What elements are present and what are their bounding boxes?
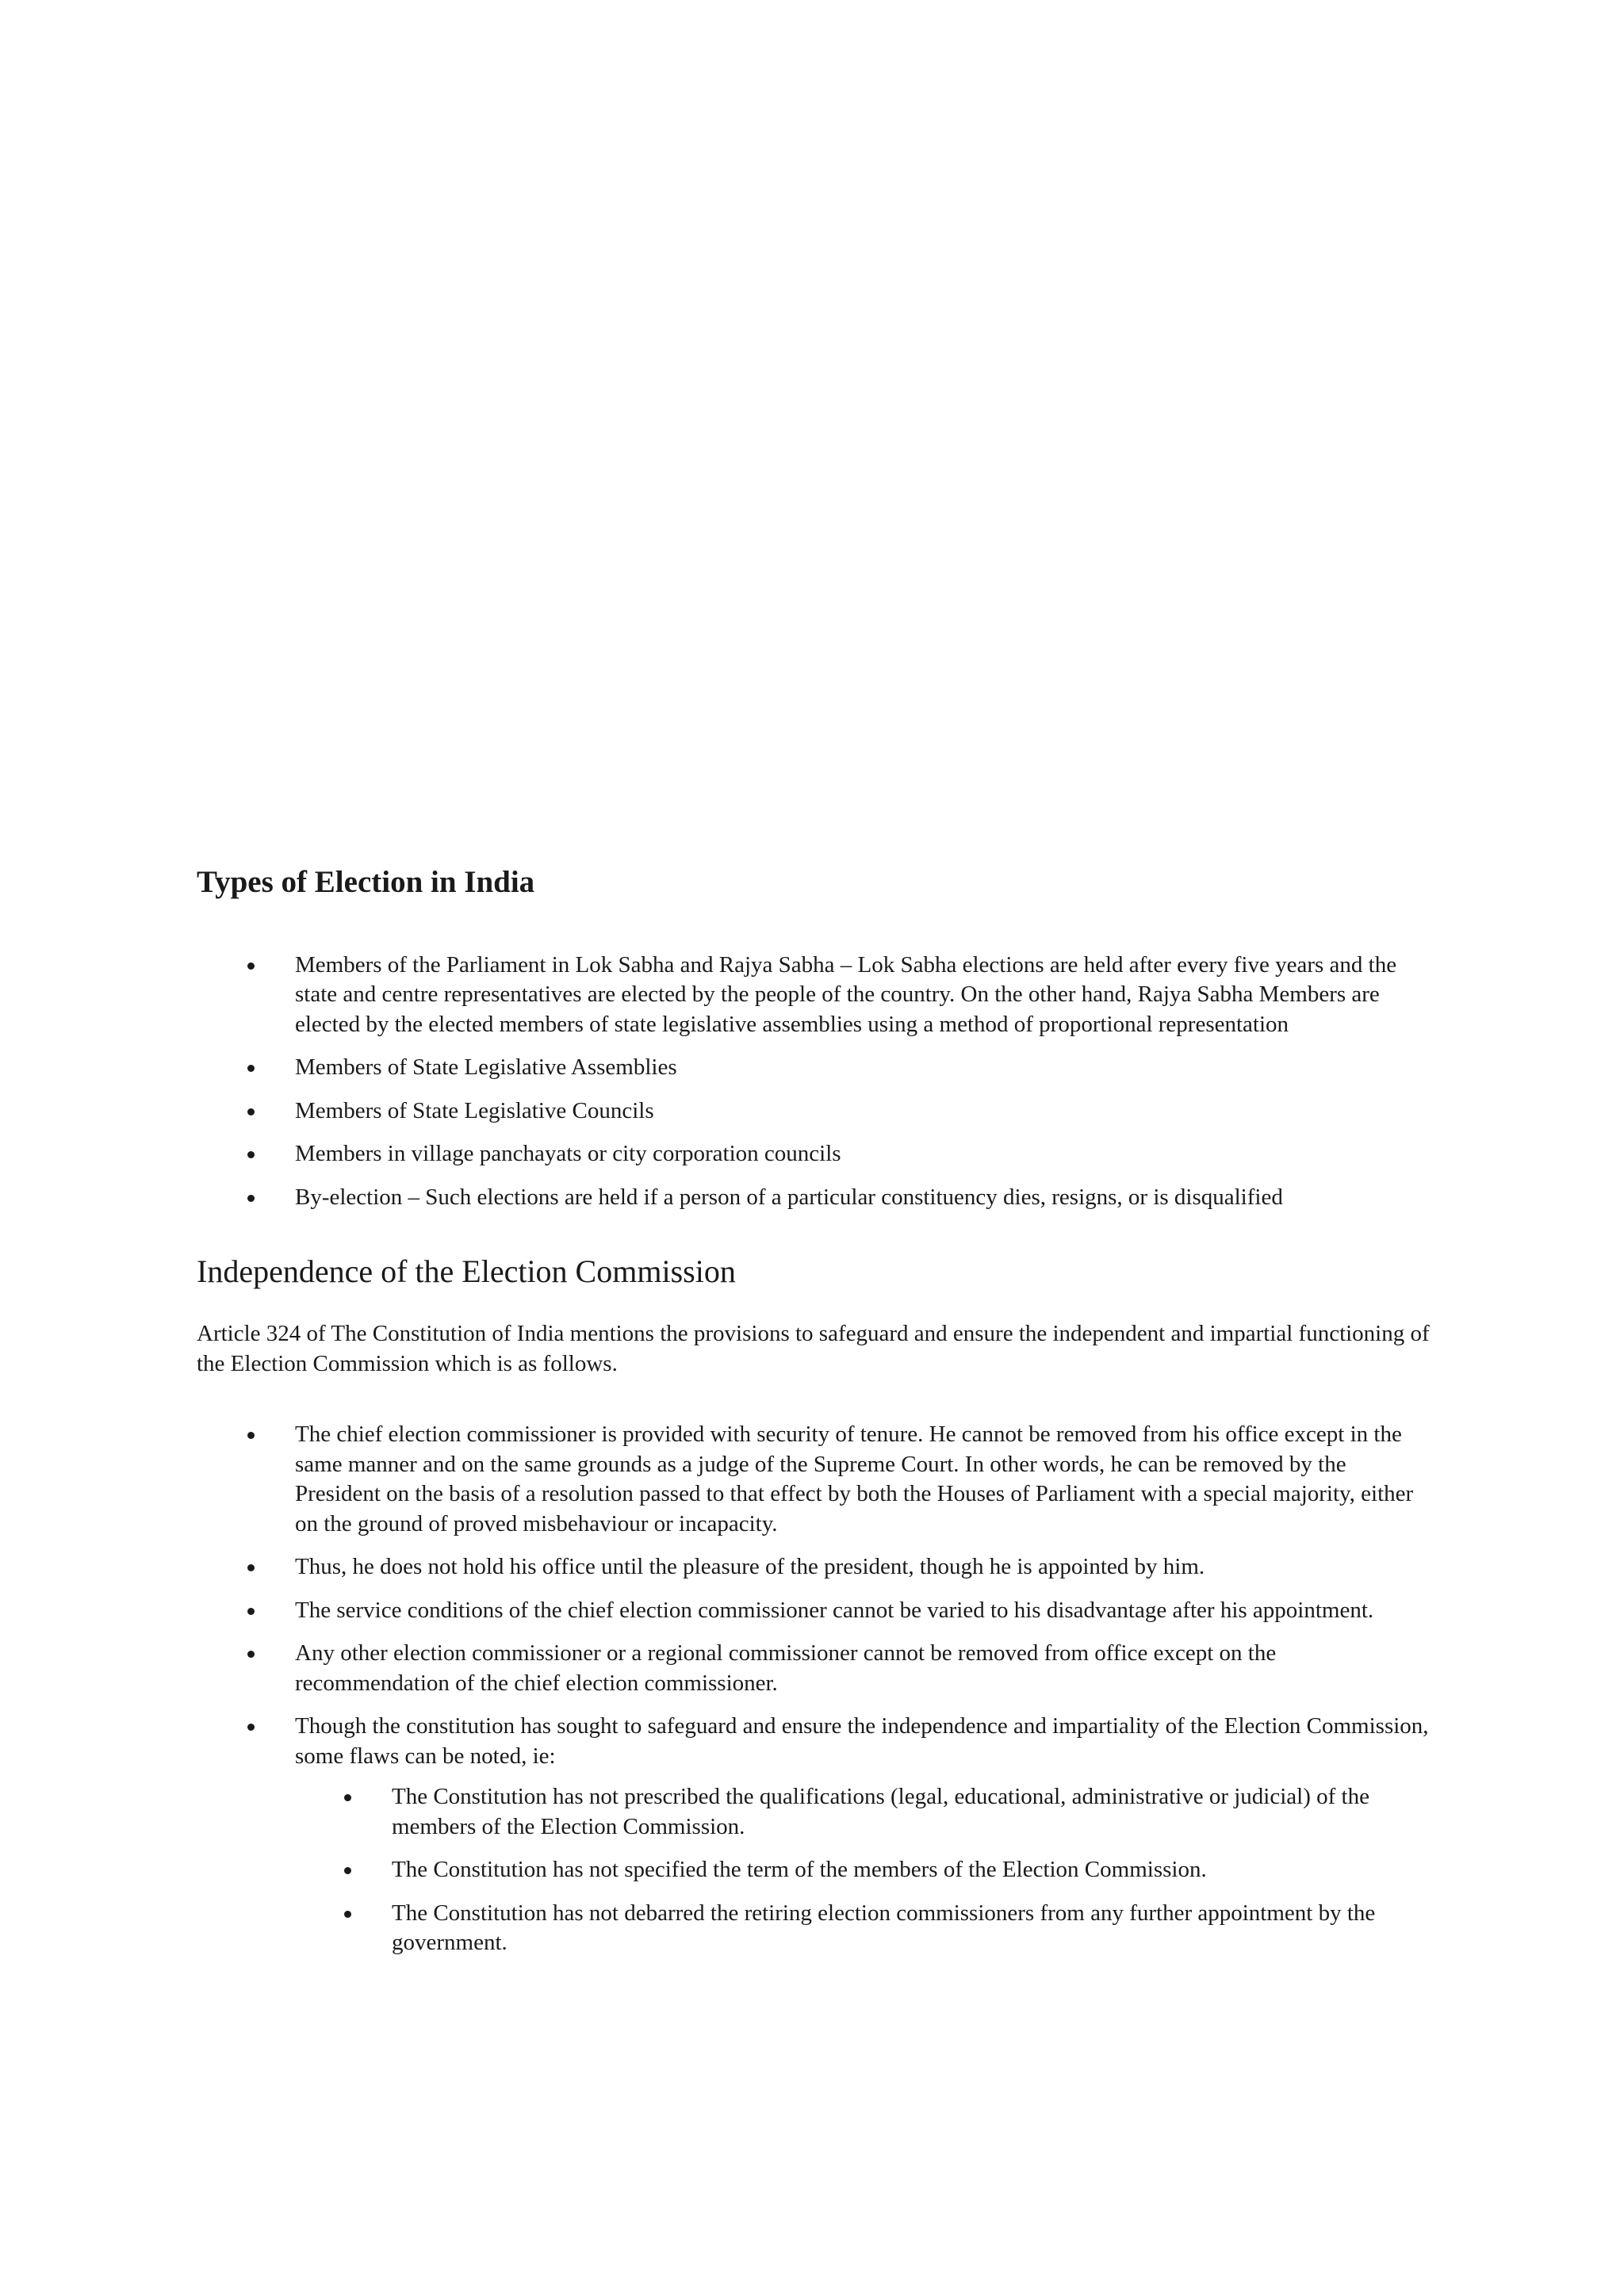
types-heading: Types of Election in India bbox=[197, 865, 535, 899]
bullet-icon bbox=[247, 1432, 255, 1439]
intro-paragraph: Article 324 of The Constitution of India mentions the provisions to safeguard and ensure the independent and impartial functioning of the Election Commission which is as follows. bbox=[197, 1321, 1430, 1376]
list-item: Members of the Parliament in Lok Sabha and Rajya Sabha – Lok Sabha elections are held after every five years and the state and centre representatives are elected by the people of the country. On the other hand, Rajya Sabha Members are elected by the elected members of state legislative assemblies using a method of proportional representation bbox=[247, 951, 1434, 1040]
bullet-icon bbox=[247, 1151, 255, 1158]
independence-heading: Independence of the Election Commission bbox=[197, 1253, 736, 1290]
list-item: Thus, he does not hold his office until the pleasure of the president, though he is appointed by him. bbox=[247, 1552, 1434, 1582]
list-item: Members of State Legislative Assemblies bbox=[247, 1053, 1434, 1083]
bullet-icon bbox=[247, 1724, 255, 1731]
list-item: The Constitution has not specified the term of the members of the Election Commission. bbox=[344, 1855, 1434, 1885]
list-item: The service conditions of the chief election commissioner cannot be varied to his disadvantage after his appointment. bbox=[247, 1596, 1434, 1626]
list-item: Though the constitution has sought to safeguard and ensure the independence and impartiality of the Election Commission, some flaws can be noted, ie: The Constitution has not prescribed the qualifications (legal, educational, administrative or judicial) of the members of the Election Commission. The Constitution has not specified the term of the members of the Election Commission. The Constitution has not debarred the retiring election commissioners from any further appointment by the government. bbox=[247, 1712, 1434, 1958]
list-item: Members in village panchayats or city corporation councils bbox=[247, 1139, 1434, 1169]
bullet-icon bbox=[247, 962, 255, 970]
list-item: Any other election commissioner or a regional commissioner cannot be removed from office except on the recommendation of the chief election commissioner. bbox=[247, 1639, 1434, 1698]
bullet-icon bbox=[247, 1108, 255, 1115]
bullet-icon bbox=[247, 1564, 255, 1571]
election-types-list bbox=[247, 951, 1434, 1213]
independence-list bbox=[247, 1420, 1434, 1958]
document-content bbox=[197, 864, 1434, 1972]
list-item: The chief election commissioner is provided with security of tenure. He cannot be removed from his office except in the same manner and on the same grounds as a judge of the Supreme Court. In other words, he can be removed by the President on the basis of a resolution passed to that effect by both the Houses of Parliament with a special majority, either on the ground of proved misbehaviour or incapacity. bbox=[247, 1420, 1434, 1539]
bullet-icon bbox=[344, 1867, 351, 1874]
flaws-list bbox=[344, 1782, 1434, 1958]
bullet-icon bbox=[247, 1651, 255, 1658]
bullet-icon bbox=[247, 1065, 255, 1072]
bullet-icon bbox=[344, 1794, 351, 1801]
list-item: By-election – Such elections are held if a person of a particular constituency dies, resigns, or is disqualified bbox=[247, 1183, 1434, 1213]
list-item: The Constitution has not prescribed the qualifications (legal, educational, administrative or judicial) of the members of the Election Commission. bbox=[344, 1782, 1434, 1842]
bullet-icon bbox=[344, 1911, 351, 1918]
list-item: Members of State Legislative Councils bbox=[247, 1096, 1434, 1127]
bullet-icon bbox=[247, 1608, 255, 1615]
list-item: The Constitution has not debarred the retiring election commissioners from any further appointment by the government. bbox=[344, 1899, 1434, 1958]
bullet-icon bbox=[247, 1195, 255, 1202]
